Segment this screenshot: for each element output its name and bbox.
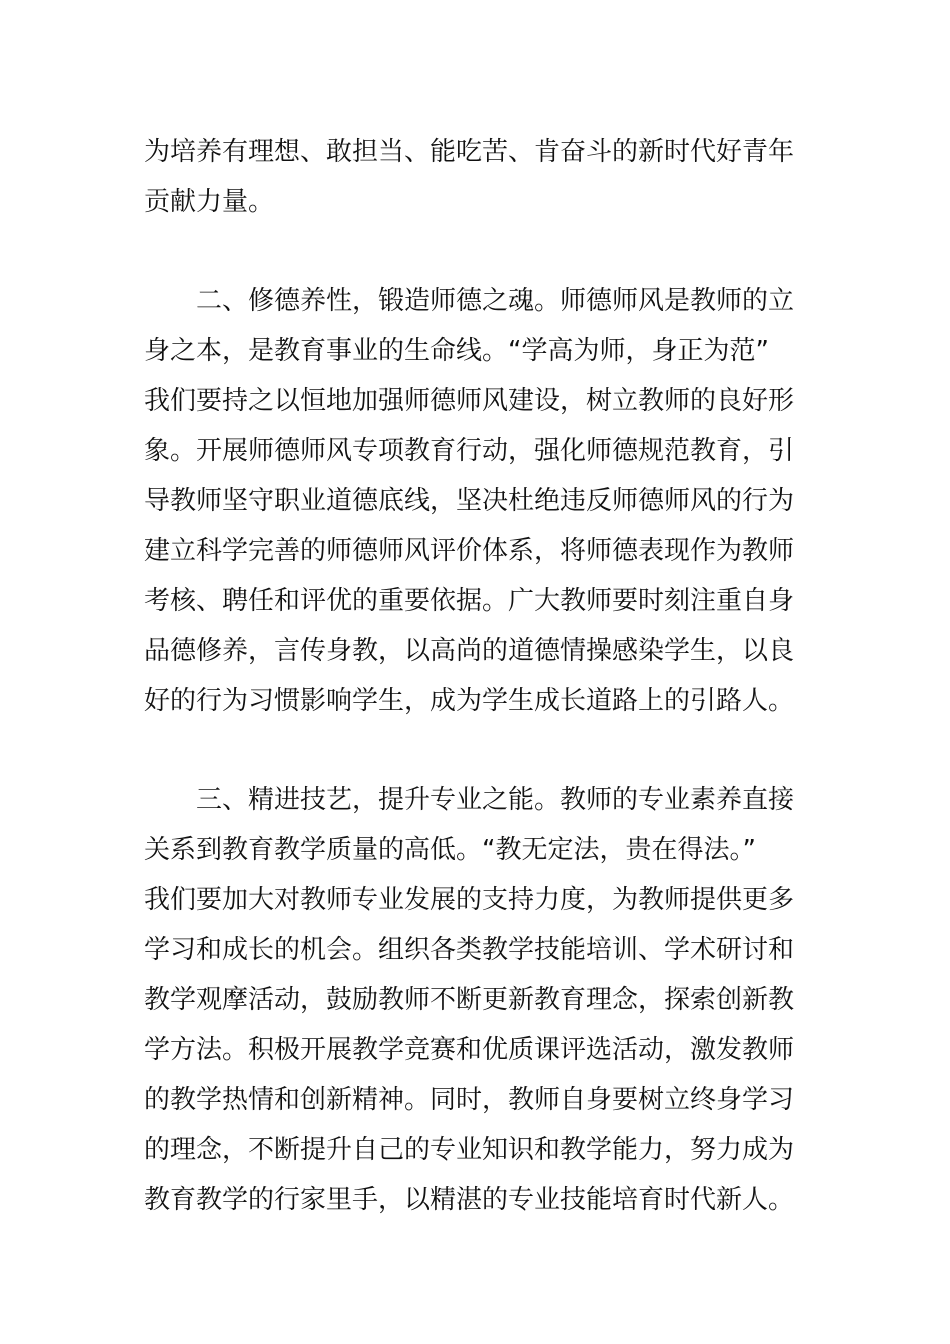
text-line: 学习和成长的机会。组织各类教学技能培训、学术研讨和 bbox=[144, 935, 795, 965]
text-line-first: 二、修德养性，锻造师德之魂。师德师风是教师的立 bbox=[196, 286, 795, 316]
text-line: 我们要持之以恒地加强师德师风建设，树立教师的良好形 bbox=[144, 386, 795, 416]
paragraph-1-continuation bbox=[144, 127, 816, 227]
text-line: 关系到教育教学质量的高低。“教无定法，贵在得法。” bbox=[144, 835, 756, 865]
text-line: 教育教学的行家里手，以精湛的专业技能培育时代新人。 bbox=[144, 1185, 795, 1215]
text-line: 学方法。积极开展教学竞赛和优质课评选活动，激发教师 bbox=[144, 1035, 795, 1065]
text-line: 身之本，是教育事业的生命线。“学高为师，身正为范” bbox=[144, 336, 769, 366]
text-line: 的理念，不断提升自己的专业知识和教学能力，努力成为 bbox=[144, 1135, 795, 1165]
text-line: 象。开展师德师风专项教育行动，强化师德规范教育，引 bbox=[144, 436, 795, 466]
text-line: 我们要加大对教师专业发展的支持力度，为教师提供更多 bbox=[144, 885, 795, 915]
paragraph-3-professional-skills bbox=[144, 775, 816, 1225]
text-line: 的教学热情和创新精神。同时，教师自身要树立终身学习 bbox=[144, 1085, 795, 1115]
text-line: 导教师坚守职业道德底线，坚决杜绝违反师德师风的行为 bbox=[144, 486, 795, 516]
text-line: 建立科学完善的师德师风评价体系，将师德表现作为教师 bbox=[144, 536, 795, 566]
text-line-first: 三、精进技艺，提升专业之能。教师的专业素养直接 bbox=[196, 785, 795, 815]
text-line: 为培养有理想、敢担当、能吃苦、肯奋斗的新时代好青年 bbox=[144, 137, 795, 167]
paragraph-2-moral-cultivation bbox=[144, 276, 816, 726]
text-line: 贡献力量。 bbox=[144, 187, 275, 217]
text-line: 品德修养，言传身教，以高尚的道德情操感染学生，以良 bbox=[144, 636, 795, 666]
text-line: 好的行为习惯影响学生，成为学生成长道路上的引路人。 bbox=[144, 686, 795, 716]
text-line: 考核、聘任和评优的重要依据。广大教师要时刻注重自身 bbox=[144, 586, 795, 616]
text-line: 教学观摩活动，鼓励教师不断更新教育理念，探索创新教 bbox=[144, 985, 795, 1015]
